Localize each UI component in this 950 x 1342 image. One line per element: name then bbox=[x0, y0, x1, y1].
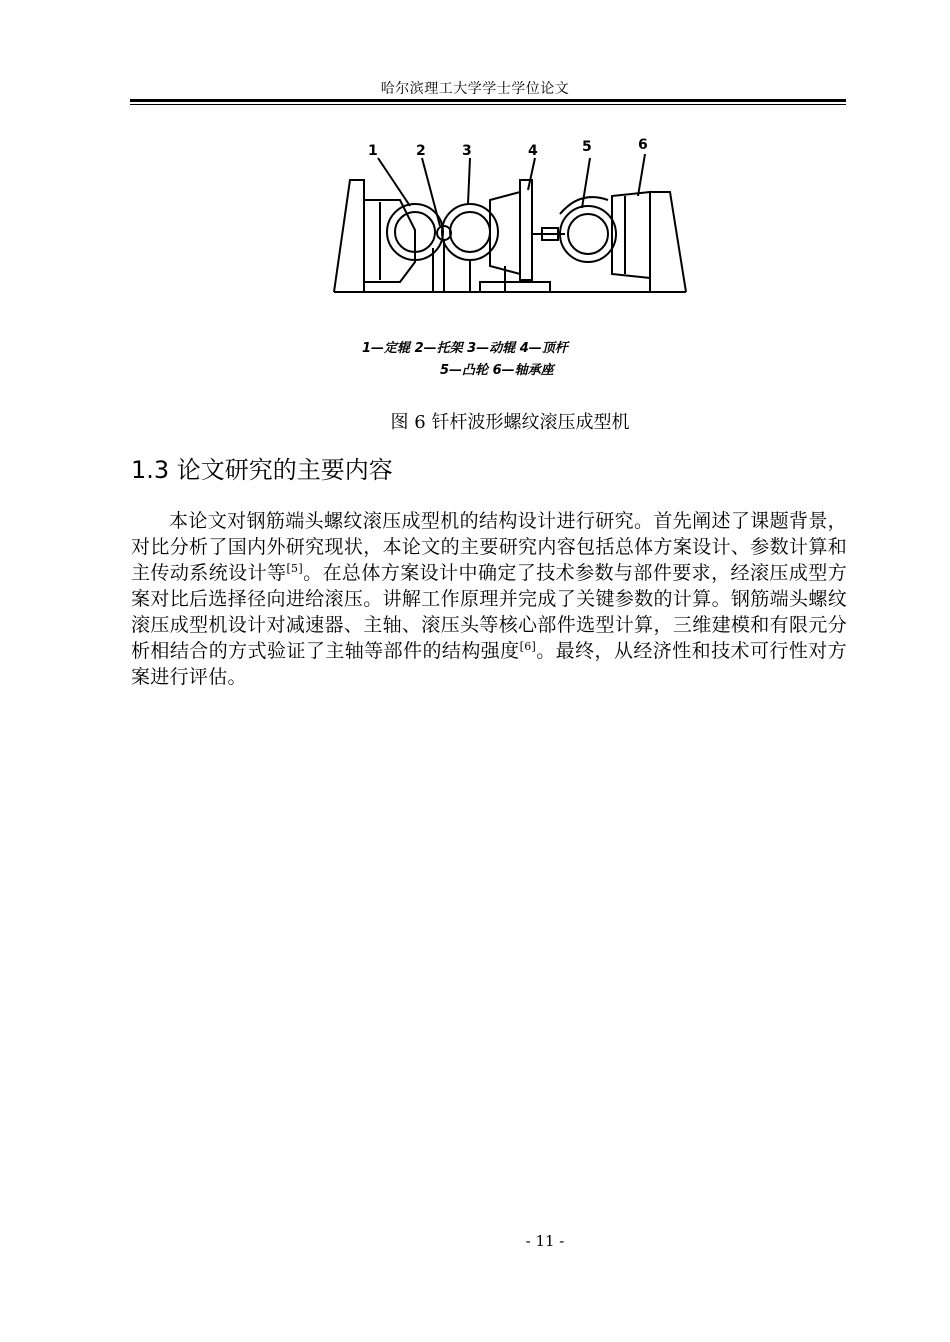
header-rule-thick bbox=[130, 99, 846, 102]
push-rod bbox=[520, 180, 532, 280]
part-label-4: 4 bbox=[528, 143, 538, 159]
right-frame bbox=[650, 192, 686, 292]
part-label-5: 5 bbox=[582, 139, 592, 155]
paragraph-text-1: 本论文对钢筋端头螺纹滚压成型机的结构设计进行研究。首先阐述了课题背景，对比分析了国内外研究现状，本论文的主要研究内容包括总体方案设计、参数计算和主传动系统设计等 bbox=[131, 510, 847, 584]
part-label-6: 6 bbox=[638, 137, 648, 153]
citation-6: [6] bbox=[519, 640, 537, 653]
part-label-1: 1 bbox=[368, 143, 378, 159]
section-title: 1.3 论文研究的主要内容 bbox=[131, 456, 393, 484]
figure-legend-line2: 5—凸轮 6—轴承座 bbox=[440, 363, 554, 378]
figure-legend-line1: 1—定辊 2—托架 3—动辊 4—顶杆 bbox=[362, 341, 568, 356]
page-header: 哈尔滨理工大学学士学位论文 bbox=[380, 81, 570, 97]
page-number: - 11 - bbox=[525, 1232, 565, 1250]
citation-5: [5] bbox=[286, 562, 303, 575]
body-paragraph bbox=[131, 508, 847, 690]
figure-caption: 图 6 钎杆波形螺纹滚压成型机 bbox=[390, 412, 630, 433]
support-bracket bbox=[437, 226, 451, 240]
part-label-2: 2 bbox=[416, 143, 426, 159]
part-label-3: 3 bbox=[462, 143, 472, 159]
paragraph-text-2: 。在总体方案设计中确定了技术参数与部件要求，经滚压成型方案对比后选择径向进给滚压。讲解工作原理并完成了关键参数的计算。钢筋端头螺纹滚压成型机设计对减速器、主轴、滚压头等核心部件选型计算，三维建模和有限元分析相结合的方式验证了主轴等部件的结构强度 bbox=[131, 562, 847, 662]
header-rule-thin bbox=[130, 104, 846, 105]
machine-figure bbox=[320, 130, 690, 380]
bearing-seat bbox=[612, 192, 650, 278]
paragraph-text-3: 。最终，从经济性和技术可行性对方案进行评估。 bbox=[131, 640, 847, 688]
machine-drawing bbox=[320, 130, 690, 380]
left-frame bbox=[334, 180, 364, 292]
